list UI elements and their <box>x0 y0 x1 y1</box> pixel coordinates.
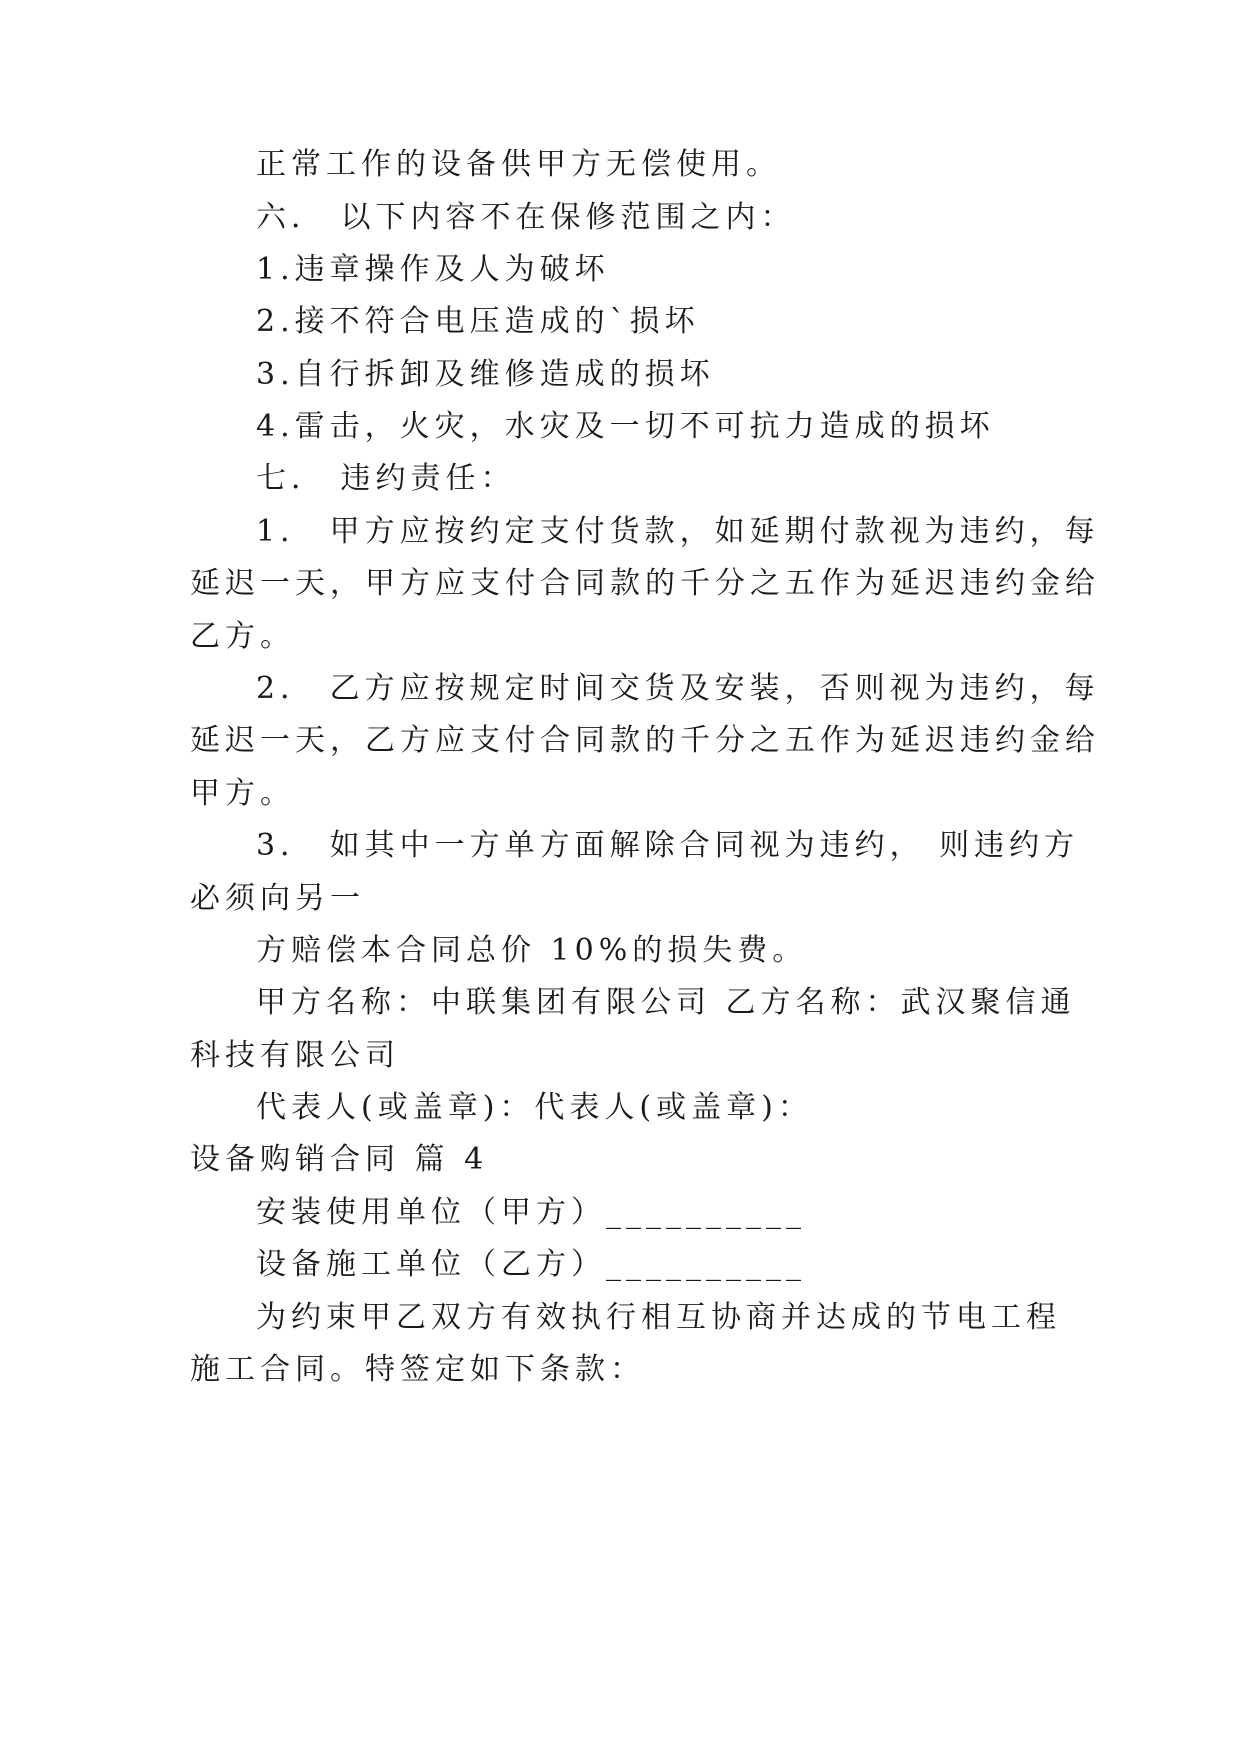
party-b-field: 设备施工单位（乙方）__________ <box>256 1247 806 1282</box>
representative-line: 代表人(或盖章)：代表人(或盖章)： <box>256 1090 813 1125</box>
paragraph-line: 3． 如其中一方单方面解除合同视为违约， 则违约方 <box>256 828 1080 863</box>
paragraph-line: 正常工作的设备供甲方无偿使用。 <box>256 147 781 182</box>
paragraph-line: 施工合同。特签定如下条款： <box>190 1352 645 1387</box>
paragraph-line: 为约束甲乙双方有效执行相互协商并达成的节电工程 <box>256 1300 1061 1335</box>
list-item: 3.自行拆卸及维修造成的损坏 <box>256 357 715 392</box>
paragraph-line: 甲方。 <box>190 776 295 811</box>
list-item: 1.违章操作及人为破坏 <box>256 252 610 287</box>
paragraph-line: 2． 乙方应按规定时间交货及安装，否则视为违约，每 <box>256 671 1100 706</box>
list-item: 4.雷击，火灾，水灾及一切不可抗力造成的损坏 <box>256 409 995 444</box>
paragraph-line: 1． 甲方应按约定支付货款，如延期付款视为违约，每 <box>256 514 1100 549</box>
paragraph-line: 延迟一天，乙方应支付合同款的千分之五作为延迟违约金给 <box>190 723 1100 758</box>
paragraph-line: 必须向另一 <box>190 881 365 916</box>
contract-title: 设备购销合同 篇 4 <box>190 1142 489 1177</box>
section-heading-six: 六． 以下内容不在保修范围之内： <box>256 200 796 235</box>
party-names-line: 甲方名称：中联集团有限公司 乙方名称：武汉聚信通 <box>256 985 1076 1020</box>
party-a-field: 安装使用单位（甲方）__________ <box>256 1195 806 1230</box>
party-names-line: 科技有限公司 <box>190 1038 400 1073</box>
paragraph-line: 方赔偿本合同总价 10%的损失费。 <box>256 933 808 968</box>
paragraph-line: 乙方。 <box>190 619 295 654</box>
list-item: 2.接不符合电压造成的`损坏 <box>256 304 700 339</box>
paragraph-line: 延迟一天，甲方应支付合同款的千分之五作为延迟违约金给 <box>190 566 1100 601</box>
section-heading-seven: 七． 违约责任： <box>256 461 516 496</box>
